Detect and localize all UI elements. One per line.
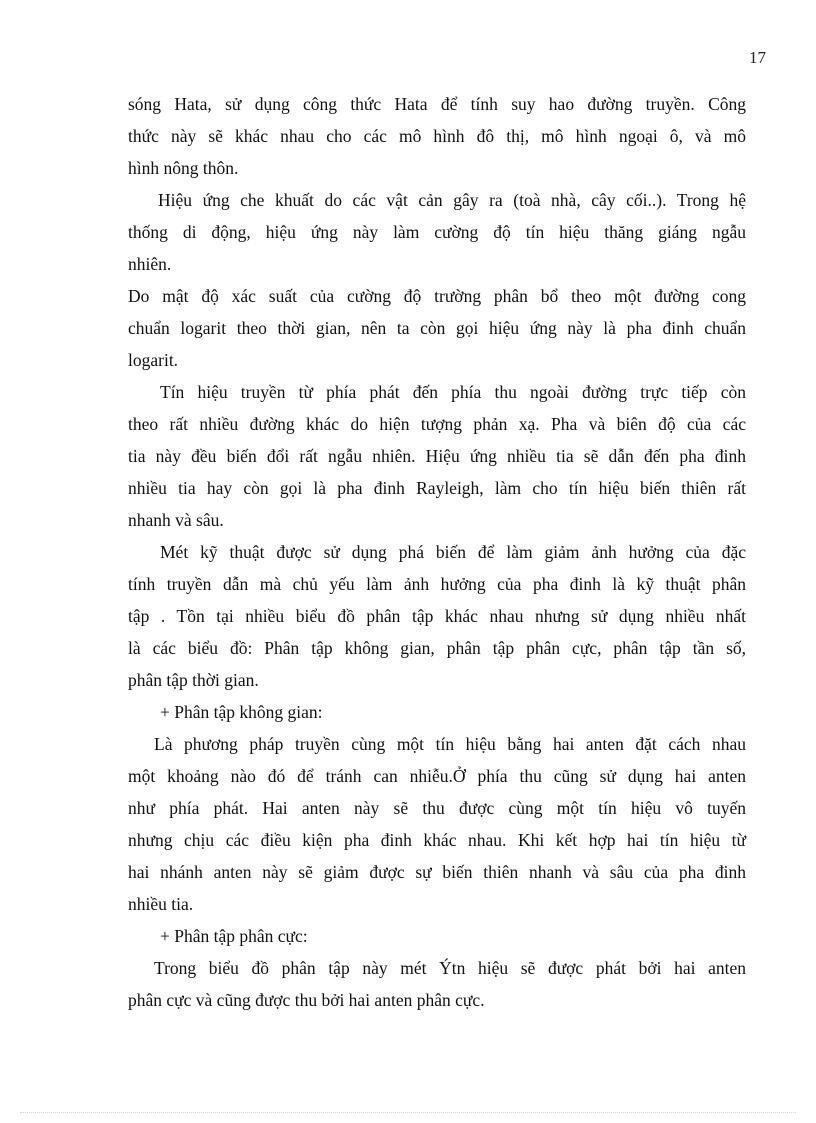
- text-line: nhiều tia hay còn gọi là pha đinh Rayleigh, làm cho tín hiệu biến thiên rất: [128, 478, 746, 498]
- document-body: [128, 88, 746, 1016]
- text-line: hai nhánh anten này sẽ giảm được sự biến thiên nhanh và sâu của pha đinh: [128, 862, 746, 882]
- text-line: Tín hiệu truyền từ phía phát đến phía thu ngoài đường trực tiếp còn: [160, 382, 746, 402]
- text-line: tập . Tồn tại nhiều biểu đồ phân tập khác nhau nhưng sử dụng nhiều nhất: [128, 606, 746, 626]
- paragraph: [128, 536, 746, 696]
- paragraph: [128, 728, 746, 920]
- paragraph: [128, 184, 746, 280]
- text-line: là các biểu đồ: Phân tập không gian, phân tập phân cực, phân tập tần số,: [128, 638, 746, 658]
- subheading: [128, 696, 746, 728]
- paragraph: [128, 376, 746, 536]
- text-line: nhiên.: [128, 254, 172, 274]
- text-line: hình nông thôn.: [128, 158, 239, 178]
- text-line: nhiều tia.: [128, 894, 194, 914]
- text-line: Trong biểu đồ phân tập này mét Ýtn hiệu sẽ được phát bởi hai anten: [154, 958, 746, 978]
- page-bottom-border: [20, 1112, 796, 1113]
- text-line: tia này đều biến đổi rất ngẫu nhiên. Hiệu ứng nhiều tia sẽ dẫn đến pha đinh: [128, 446, 746, 466]
- text-line: sóng Hata, sử dụng công thức Hata để tính suy hao đường truyền. Công: [128, 94, 746, 114]
- text-line: tính truyền dẫn mà chủ yếu làm ảnh hưởng của pha đinh là kỹ thuật phân: [128, 574, 746, 594]
- text-line: như phía phát. Hai anten này sẽ thu được cùng một tín hiệu vô tuyến: [128, 798, 746, 818]
- text-line: phân cực và cũng được thu bởi hai anten phân cực.: [128, 990, 485, 1010]
- subheading-text: + Phân tập phân cực:: [160, 926, 308, 946]
- paragraph: [128, 88, 746, 184]
- text-line: thức này sẽ khác nhau cho các mô hình đô thị, mô hình ngoại ô, và mô: [128, 126, 746, 146]
- paragraph: [128, 952, 746, 1016]
- text-line: Do mật độ xác suất của cường độ trường phân bổ theo một đường cong: [128, 286, 746, 306]
- text-line: logarit.: [128, 350, 179, 370]
- page-number: 17: [749, 48, 766, 67]
- text-line: chuẩn logarit theo thời gian, nên ta còn gọi hiệu ứng này là pha đinh chuẩn: [128, 318, 746, 338]
- subheading-text: + Phân tập không gian:: [160, 702, 323, 722]
- text-line: Là phương pháp truyền cùng một tín hiệu bằng hai anten đặt cách nhau: [154, 734, 746, 754]
- text-line: nhưng chịu các điều kiện pha đinh khác nhau. Khi kết hợp hai tín hiệu từ: [128, 830, 746, 850]
- text-line: Hiệu ứng che khuất do các vật cản gây ra (toà nhà, cây cối..). Trong hệ: [158, 190, 746, 210]
- subheading: [128, 920, 746, 952]
- text-line: thống di động, hiệu ứng này làm cường độ tín hiệu thăng giáng ngẫu: [128, 222, 746, 242]
- paragraph: [128, 280, 746, 376]
- text-line: phân tập thời gian.: [128, 670, 259, 690]
- text-line: nhanh và sâu.: [128, 510, 224, 530]
- text-line: Mét kỹ thuật được sử dụng phá biến để làm giảm ảnh hưởng của đặc: [160, 542, 746, 562]
- text-line: một khoảng nào đó để tránh can nhiễu.Ở phía thu cũng sử dụng hai anten: [128, 766, 746, 786]
- text-line: theo rất nhiều đường khác do hiện tượng phản xạ. Pha và biên độ của các: [128, 414, 746, 434]
